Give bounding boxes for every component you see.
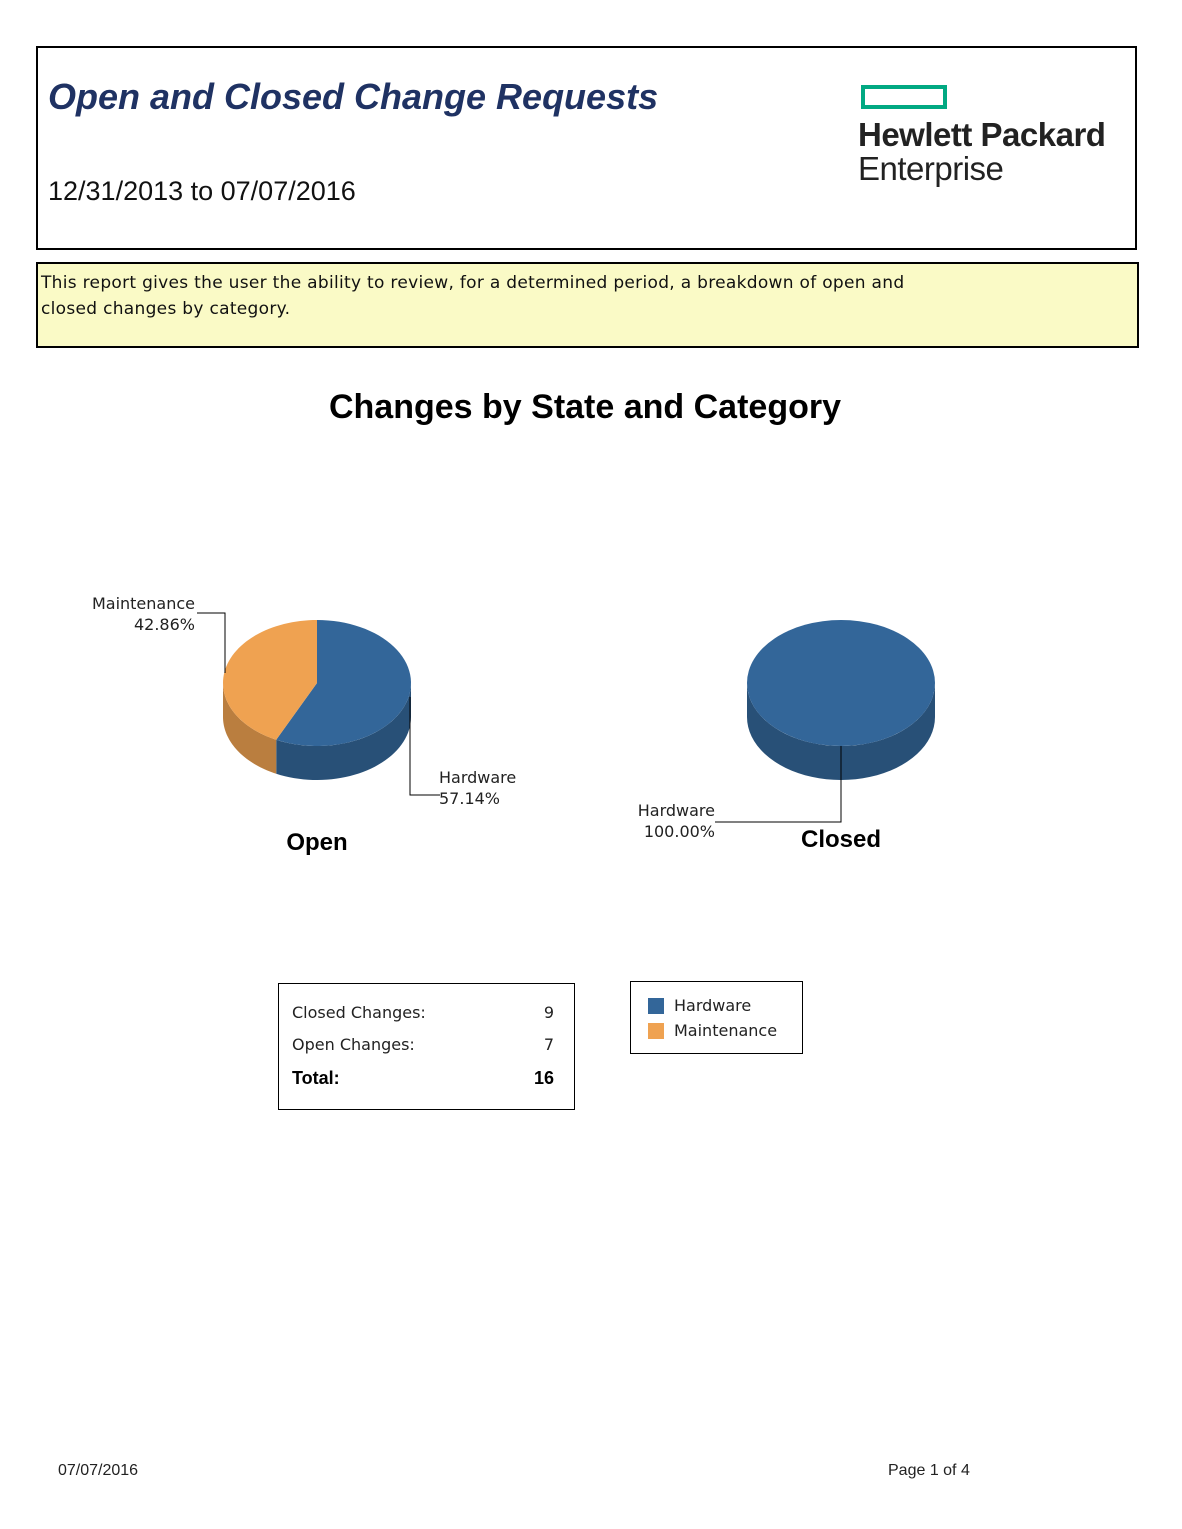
legend-label-maintenance: Maintenance [674,1021,778,1040]
pie-name-closed: Closed [800,826,882,853]
description-box [36,262,1139,348]
legend-swatch-hardware [648,998,664,1014]
description-text: This report gives the user the ability to review, for a determined period, a breakdown of open and closed changes by category. [41,273,905,319]
open-changes-value: 7 [543,1035,554,1054]
closed-changes-label: Closed Changes: [292,1003,426,1022]
pie-open-label-hardware: Hardware [439,768,517,787]
pie-closed-slice-hardware [747,620,935,746]
chart-legend [630,981,803,1054]
open-changes-label: Open Changes: [292,1035,415,1054]
hpe-logo-rectangle-icon [861,85,947,109]
total-value: 16 [533,1068,554,1088]
pie-open-label-maintenance: Maintenance [91,594,195,613]
hpe-logo [858,82,1118,192]
footer-date: 07/07/2016 [58,1462,139,1479]
pie-closed-label-hardware: Hardware [637,801,715,820]
pie-open-percent-hardware: 57.14% [439,789,501,808]
logo-line1: Hewlett Packard [858,116,1106,153]
date-range: 12/31/2013 to 07/07/2016 [48,176,356,206]
totals-box [278,983,575,1110]
pie-charts [0,440,1182,880]
pie-open-percent-maintenance: 42.86% [133,615,195,634]
total-label: Total: [292,1068,340,1088]
legend-swatch-maintenance [648,1023,664,1039]
legend-label-hardware: Hardware [674,996,752,1015]
pie-name-open: Open [286,829,348,856]
chart-title: Changes by State and Category [328,388,841,426]
pie-open-leader-hardware [410,697,440,795]
footer-page-number: Page 1 of 4 [888,1462,970,1479]
report-title: Open and Closed Change Requests [48,76,659,117]
pie-open-leader-maintenance [197,613,225,673]
logo-line2: Enterprise [858,150,1004,187]
report-header [36,46,1137,250]
closed-changes-value: 9 [543,1003,554,1022]
pie-closed-percent-hardware: 100.00% [643,822,715,841]
